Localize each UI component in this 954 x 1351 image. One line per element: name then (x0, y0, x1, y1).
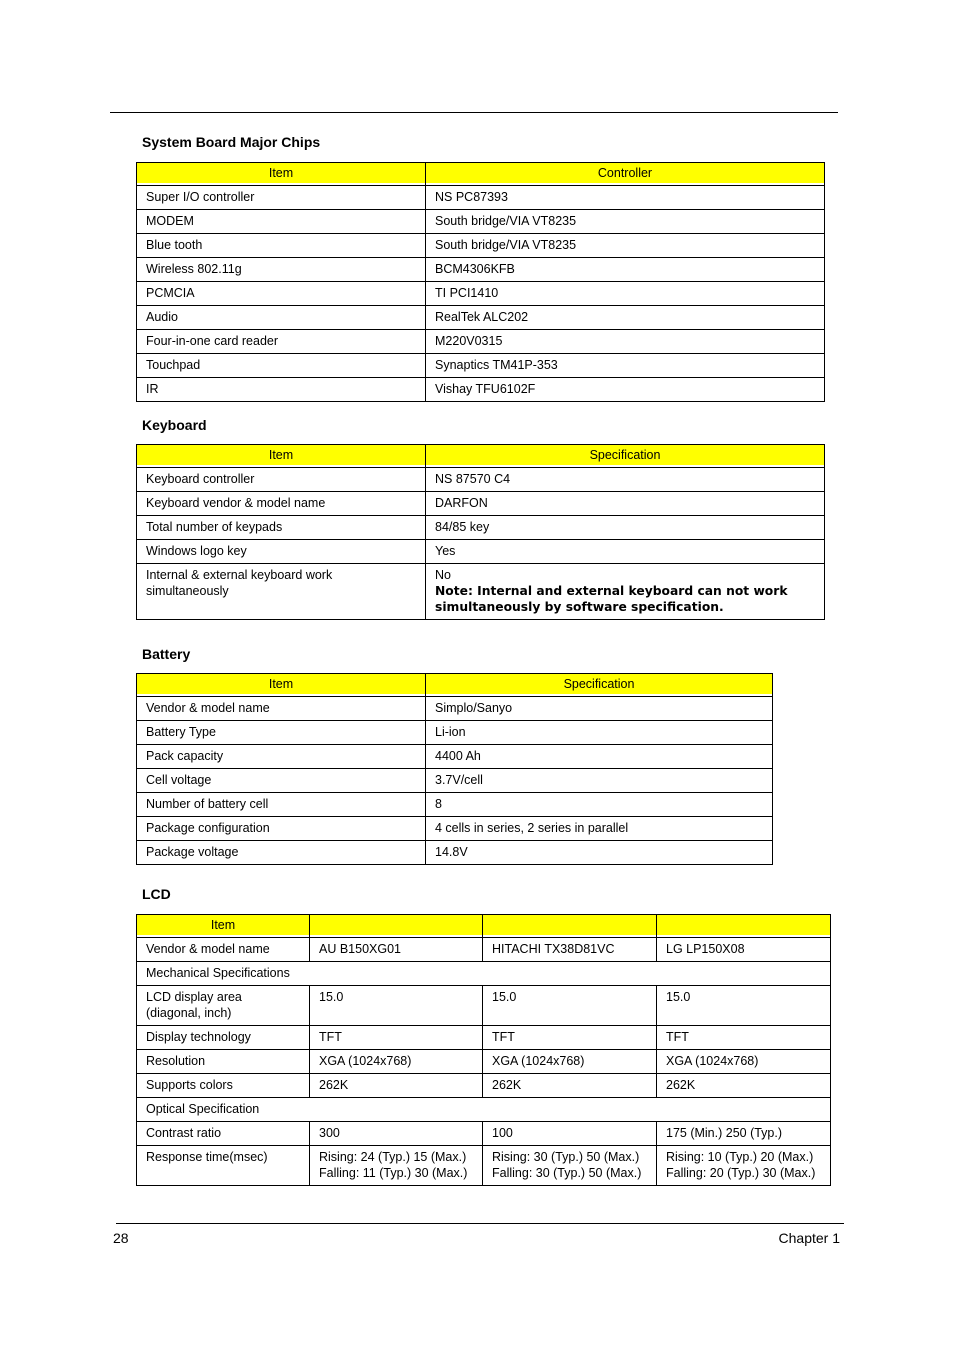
table-row: Display technology TFT TFT TFT (137, 1026, 831, 1050)
table-row: Windows logo key Yes (137, 540, 825, 564)
table-row: Pack capacity 4400 Ah (137, 745, 773, 769)
chapter-label: Chapter 1 (778, 1230, 840, 1246)
col-header-item: Item (137, 163, 426, 184)
table-row: Supports colors 262K 262K 262K (137, 1074, 831, 1098)
col-header-vendor-3 (657, 915, 831, 936)
table-row: Keyboard vendor & model name DARFON (137, 492, 825, 516)
table-row: Touchpad Synaptics TM41P-353 (137, 354, 825, 378)
col-header-vendor-1 (310, 915, 483, 936)
table-row: Resolution XGA (1024x768) XGA (1024x768) XGA (1024x768) (137, 1050, 831, 1074)
table-row: Blue tooth South bridge/VIA VT8235 (137, 234, 825, 258)
header-rule (110, 112, 838, 113)
section-row-mechanical: Mechanical Specifications (137, 962, 831, 986)
table-row: Vendor & model name AU B150XG01 HITACHI TX38D81VC LG LP150X08 (137, 938, 831, 962)
table-row: LCD display area (diagonal, inch) 15.0 15.0 15.0 (137, 986, 831, 1026)
table-row: Battery Type Li-ion (137, 721, 773, 745)
col-header-item: Item (137, 674, 426, 695)
col-header-specification: Specification (426, 445, 825, 466)
section-title-battery: Battery (142, 646, 191, 662)
table-row: Wireless 802.11g BCM4306KFB (137, 258, 825, 282)
table-row: Four-in-one card reader M220V0315 (137, 330, 825, 354)
table-row: Package configuration 4 cells in series, 2 series in parallel (137, 817, 773, 841)
col-header-specification: Specification (426, 674, 773, 695)
table-row: PCMCIA TI PCI1410 (137, 282, 825, 306)
col-header-vendor-2 (483, 915, 657, 936)
table-row: Total number of keypads 84/85 key (137, 516, 825, 540)
table-row: Cell voltage 3.7V/cell (137, 769, 773, 793)
section-row-optical: Optical Specification (137, 1098, 831, 1122)
table-row: Internal & external keyboard work simultaneously No Note: Internal and external keyboard can not work simultaneously by software specification. (137, 564, 825, 620)
table-row: Package voltage 14.8V (137, 841, 773, 865)
battery-table (136, 673, 773, 865)
keyboard-table (136, 444, 825, 620)
section-title-chips: System Board Major Chips (142, 134, 321, 150)
table-row: Vendor & model name Simplo/Sanyo (137, 697, 773, 721)
col-header-controller: Controller (426, 163, 825, 184)
table-row: Contrast ratio 300 100 175 (Min.) 250 (Typ.) (137, 1122, 831, 1146)
table-row: Super I/O controller NS PC87393 (137, 186, 825, 210)
page-number: 28 (113, 1230, 129, 1246)
footer-rule (116, 1223, 844, 1224)
lcd-table (136, 914, 831, 1186)
keyboard-note: Note: Internal and external keyboard can not work simultaneously by software specification. (435, 584, 788, 614)
section-title-keyboard: Keyboard (142, 417, 207, 433)
table-row: Keyboard controller NS 87570 C4 (137, 468, 825, 492)
table-row: Number of battery cell 8 (137, 793, 773, 817)
chips-table (136, 162, 825, 402)
table-row: IR Vishay TFU6102F (137, 378, 825, 402)
col-header-item: Item (137, 445, 426, 466)
table-row: Response time(msec) Rising: 24 (Typ.) 15 (Max.) Falling: 11 (Typ.) 30 (Max.) Rising: 30 (Typ.) 50 (Max.) Falling: 30 (Typ.) 50 (Max.) Rising: 10 (Typ.) 20 (Max.) Falling: 20 (Typ.) 30 (Max.) (137, 1146, 831, 1186)
section-title-lcd: LCD (142, 886, 171, 902)
table-row: MODEM South bridge/VIA VT8235 (137, 210, 825, 234)
col-header-item: Item (137, 915, 310, 936)
table-row: Audio RealTek ALC202 (137, 306, 825, 330)
keyboard-simultaneous-value: No (435, 568, 451, 582)
